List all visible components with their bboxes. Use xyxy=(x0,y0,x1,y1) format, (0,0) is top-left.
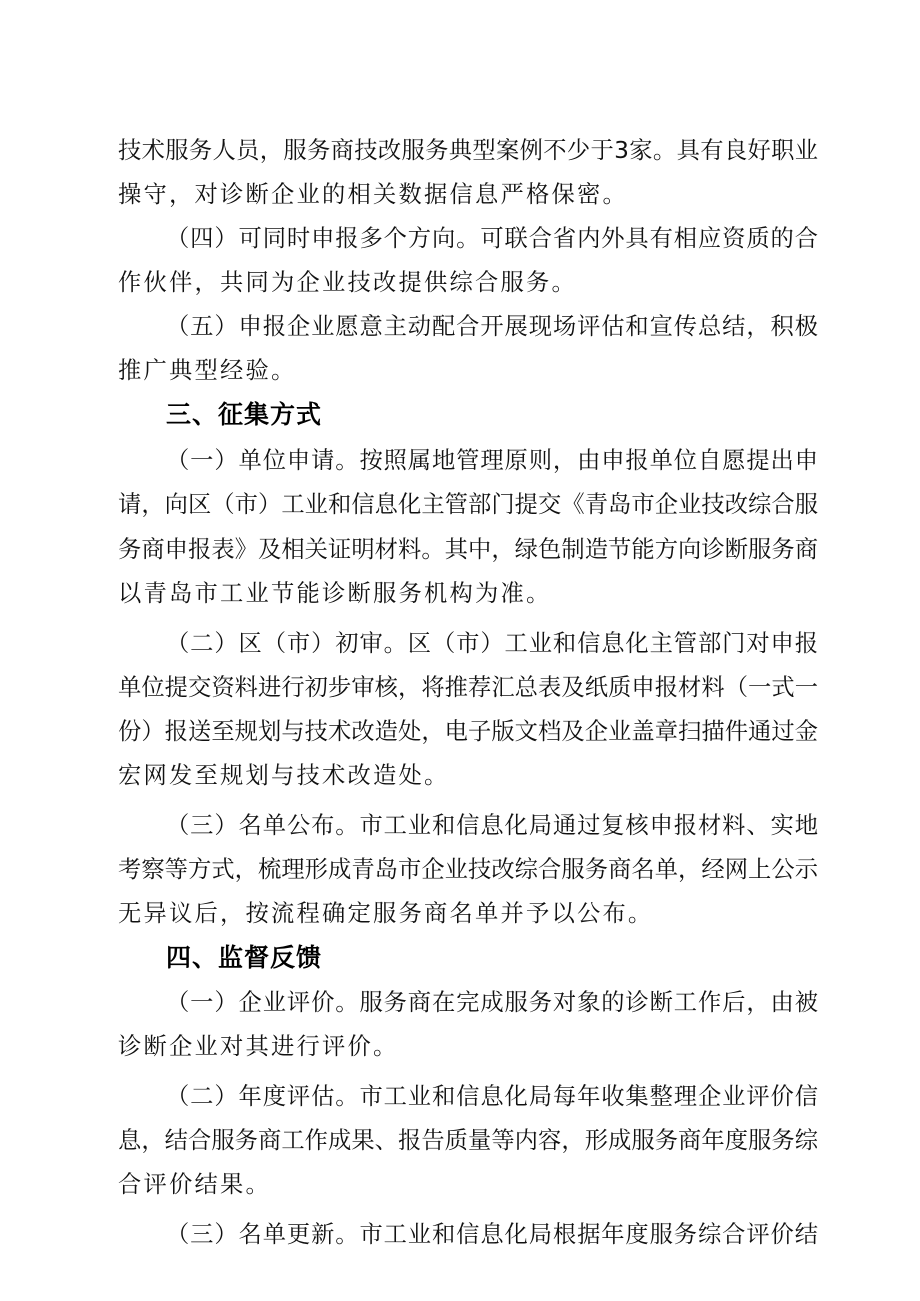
paragraph-first-line: （五）申报企业愿意主动配合开展现场评估和宣传总结，积极 xyxy=(166,313,818,340)
body-line: 推广典型经验。 xyxy=(118,357,297,384)
body-line: 宏网发至规划与技术改造处。 xyxy=(118,762,450,789)
body-line: 息，结合服务商工作成果、报告质量等内容，形成服务商年度服务综 xyxy=(118,1127,818,1154)
paragraph-first-line: （三）名单公布。市工业和信息化局通过复核申报材料、实地 xyxy=(166,812,818,839)
body-line: 技术服务人员，服务商技改服务典型案例不少于3家。具有良好职业 xyxy=(118,137,818,164)
paragraph-first-line: （二）区（市）初审。区（市）工业和信息化主管部门对申报 xyxy=(166,630,818,657)
section-heading: 四、监督反馈 xyxy=(166,943,323,972)
paragraph-first-line: （三）名单更新。市工业和信息化局根据年度服务综合评价结 xyxy=(166,1221,818,1248)
body-line: 作伙伴，共同为企业技改提供综合服务。 xyxy=(118,269,577,296)
body-line: 考察等方式，梳理形成青岛市企业技改综合服务商名单，经网上公示 xyxy=(118,856,818,883)
paragraph-first-line: （一）单位申请。按照属地管理原则，由申报单位自愿提出申 xyxy=(166,447,818,474)
section-heading: 三、征集方式 xyxy=(166,400,323,429)
body-line: 份）报送至规划与技术改造处，电子版文档及企业盖章扫描件通过金 xyxy=(118,718,818,745)
body-line: 操守，对诊断企业的相关数据信息严格保密。 xyxy=(118,181,628,208)
body-line: 请，向区（市）工业和信息化主管部门提交《青岛市企业技改综合服 xyxy=(118,491,818,518)
body-line: 务商申报表》及相关证明材料。其中，绿色制造节能方向诊断服务商 xyxy=(118,536,818,563)
paragraph-first-line: （二）年度评估。市工业和信息化局每年收集整理企业评价信 xyxy=(166,1083,818,1110)
body-line: 诊断企业对其进行评价。 xyxy=(118,1033,399,1060)
paragraph-first-line: （一）企业评价。服务商在完成服务对象的诊断工作后，由被 xyxy=(166,989,818,1016)
body-line: 无异议后，按流程确定服务商名单并予以公布。 xyxy=(118,900,654,927)
paragraph-first-line: （四）可同时申报多个方向。可联合省内外具有相应资质的合 xyxy=(166,225,818,252)
body-line: 以青岛市工业节能诊断服务机构为准。 xyxy=(118,580,552,607)
body-line: 合评价结果。 xyxy=(118,1171,271,1198)
body-line: 单位提交资料进行初步审核，将推荐汇总表及纸质申报材料（一式一 xyxy=(118,674,818,701)
